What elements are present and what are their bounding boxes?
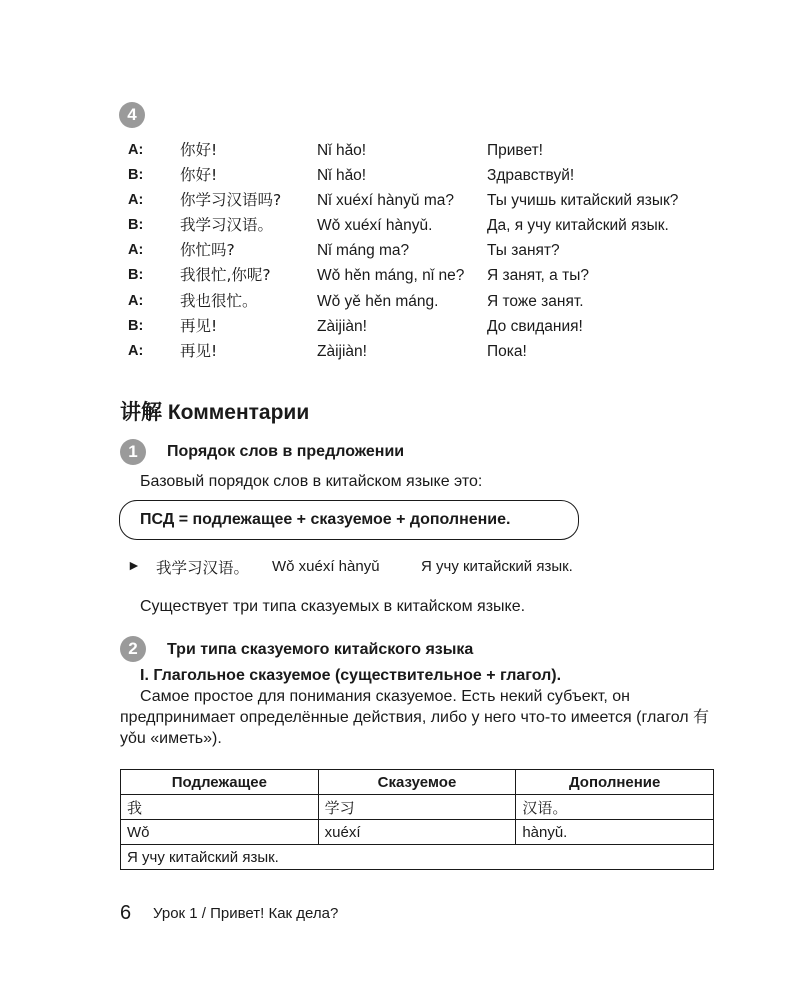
russian: Ты занят? — [487, 242, 560, 260]
lesson-footer: Урок 1 / Привет! Как дела? — [153, 905, 339, 922]
point-1-note: Существует три типа сказуемых в китайском языке. — [140, 598, 526, 615]
speaker: A: — [128, 242, 144, 259]
russian: Привет! — [487, 142, 543, 159]
hanzi: 再见! — [180, 341, 218, 360]
pinyin: Zàijiàn! — [317, 317, 367, 335]
point-1-heading: Порядок слов в предложении — [167, 443, 405, 460]
example-pinyin: Wǒ xuéxí hànyǔ — [272, 558, 380, 575]
russian: Да, я учу китайский язык. — [487, 217, 669, 235]
speaker: B: — [128, 267, 144, 284]
table-header-cell: Дополнение — [516, 770, 714, 795]
pinyin: Wǒ hěn máng, nǐ ne? — [317, 267, 465, 285]
pinyin: Nǐ hǎo! — [317, 167, 367, 185]
hanzi: 再见! — [180, 316, 218, 335]
russian: Ты учишь китайский язык? — [487, 192, 679, 210]
dialogue-line — [128, 238, 768, 263]
speaker: A: — [128, 192, 144, 209]
pinyin: Zàijiàn! — [317, 342, 367, 360]
russian: Пока! — [487, 342, 527, 360]
speaker: B: — [128, 217, 144, 234]
pinyin: Wǒ xuéxí hànyǔ. — [317, 217, 433, 235]
dialogue-line — [128, 213, 768, 238]
dialogue-line — [128, 263, 768, 288]
speaker: A: — [128, 142, 144, 158]
russian: Я занят, а ты? — [487, 267, 589, 285]
pinyin: Nǐ hǎo! — [317, 142, 367, 159]
dialogue-line — [128, 138, 768, 163]
hanzi: 我也很忙。 — [180, 291, 258, 310]
table-row — [121, 820, 714, 845]
pinyin: Wǒ yě hěn máng. — [317, 292, 439, 310]
table-header-cell: Подлежащее — [121, 770, 319, 795]
formula-text: ПСД = подлежащее + сказуемое + дополнение. — [140, 511, 511, 528]
table-translation-row — [121, 845, 714, 870]
table-cell: Wǒ — [121, 820, 319, 845]
example-arrow-icon: ► — [127, 557, 141, 573]
point-1-number-badge: 1 — [120, 439, 146, 465]
dialogue-line — [128, 339, 768, 364]
dialogue-line — [128, 314, 768, 339]
sentence-structure-table — [120, 769, 714, 870]
point-1-intro: Базовый порядок слов в китайском языке это: — [140, 473, 483, 490]
hanzi: 你忙吗? — [180, 241, 235, 260]
table-row — [121, 795, 714, 820]
hanzi: 你学习汉语吗? — [180, 191, 282, 210]
table-translation-cell: Я учу китайский язык. — [121, 845, 714, 870]
dialogue-line — [128, 289, 768, 314]
word-order-formula-box — [119, 500, 579, 540]
hanzi: 你好! — [180, 166, 218, 185]
table-header-row — [121, 770, 714, 795]
table-cell: 汉语。 — [516, 795, 714, 820]
hanzi: 你好! — [180, 141, 218, 159]
table-cell: xuéxí — [318, 820, 516, 845]
russian: Я тоже занят. — [487, 292, 584, 310]
point-2-subheading: I. Глагольное сказуемое (существительное + глагол). — [140, 667, 562, 684]
speaker: B: — [128, 167, 144, 184]
point-2-paragraph: Самое простое для понимания сказуемое. Есть некий субъект, он предпринимает определённые действия, либо у него что-то имеется (глагол 有 yǒu «иметь»). — [120, 688, 710, 747]
section-title: 讲解 Комментарии — [120, 401, 310, 424]
table-cell: 我 — [121, 795, 319, 820]
pinyin: Nǐ xuéxí hànyǔ ma? — [317, 192, 454, 210]
russian: Здравствуй! — [487, 167, 575, 185]
russian: До свидания! — [487, 317, 583, 335]
point-2-number-badge: 2 — [120, 636, 146, 662]
dialogue-table — [128, 138, 768, 364]
example-russian: Я учу китайский язык. — [421, 558, 573, 575]
speaker: B: — [128, 317, 144, 334]
example-hanzi: 我学习汉语。 — [156, 559, 250, 577]
table-header-cell: Сказуемое — [318, 770, 516, 795]
point-2-heading: Три типа сказуемого китайского языка — [167, 641, 474, 658]
pinyin: Nǐ máng ma? — [317, 242, 410, 260]
hanzi: 我很忙,你呢? — [180, 266, 271, 285]
speaker: A: — [128, 292, 144, 309]
hanzi: 我学习汉语。 — [180, 216, 274, 235]
table-cell: hànyǔ. — [516, 820, 714, 845]
speaker: A: — [128, 342, 144, 359]
dialogue-line — [128, 188, 768, 213]
table-cell: 学习 — [318, 795, 516, 820]
dialogue-line — [128, 163, 768, 188]
dialogue-number-badge: 4 — [119, 102, 145, 128]
page-number: 6 — [120, 902, 132, 924]
